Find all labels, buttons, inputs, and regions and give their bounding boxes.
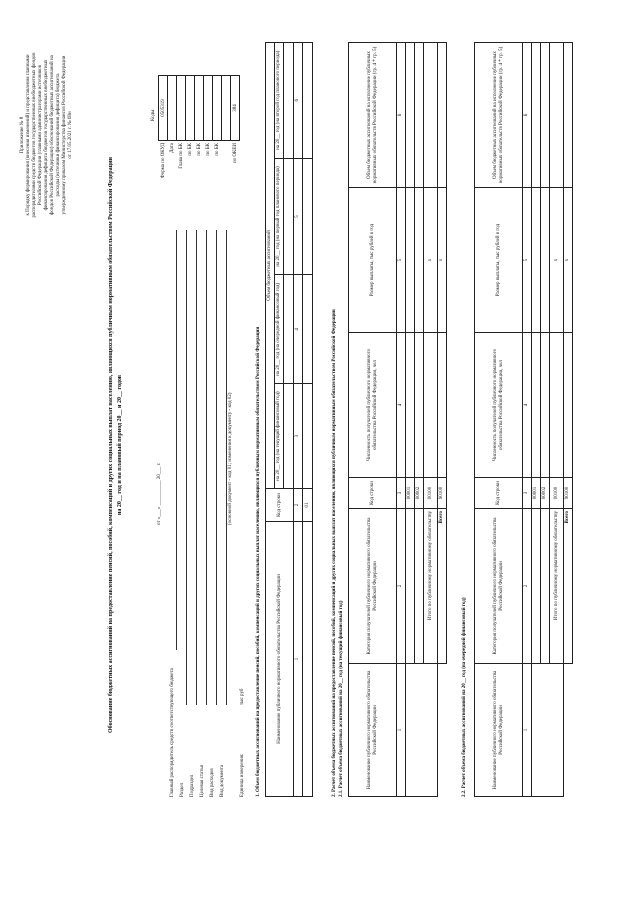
col-number: 3 xyxy=(523,478,532,509)
appendix-line: Российской Федерации (главными администраторами источников xyxy=(38,64,43,206)
col-header: Объем бюджетных ассигнований xyxy=(266,43,275,489)
appendix-line: фондов Российской Федерации) обоснований бюджетных ассигнований на xyxy=(50,55,55,215)
table-cell xyxy=(406,664,438,797)
col-header: на 20__ год (на очередной финансовый год) xyxy=(275,275,284,384)
appendix-line: расходы (источники финансирования дефицита) бюджета xyxy=(56,73,61,197)
appendix-line: распорядителями средств бюджетов государственных внебюджетных фондов xyxy=(32,52,37,218)
field-line xyxy=(216,230,217,705)
section1-heading: 1. Объем бюджетных ассигнований на предоставление пенсий, пособий, компенсаций и других социальных выплат населению, являющихся публичным нормативным обязательством Российской Федерации xyxy=(256,326,261,797)
col-header: Категория получателей публичного нормативного обязательства Российской Федерации xyxy=(349,509,397,664)
table-cell xyxy=(415,509,424,664)
col-header: на 20__ год (на первый год планового периода) xyxy=(275,158,284,275)
col-number: 4 xyxy=(523,333,532,478)
form-date-line: от «___» __________ 20___ г. xyxy=(157,462,162,525)
col-number: 2 xyxy=(397,509,406,664)
col-header: Объем бюджетных ассигнований на исполнение публичных нормативных обязательств Российской Федерации (гр. 4 * гр. 5) xyxy=(475,43,523,188)
code-label: Глава по БК xyxy=(178,143,184,169)
table-cell xyxy=(406,509,415,664)
row-code: 90100 xyxy=(438,478,447,509)
codes-table xyxy=(158,75,240,215)
row-code: 00002 xyxy=(541,478,550,509)
field-line xyxy=(196,230,197,705)
col-header: Наименование публичного нормативного обязательства Российской Федерации xyxy=(475,664,523,797)
col-number: 4 xyxy=(294,275,303,384)
col-number: 1 xyxy=(294,522,303,797)
form-title: Обоснование бюджетных ассигнований на предоставление пенсий, пособий, компенсаций и других социальных выплат населению, являющихся публичным нормативным обязательством Российской Федерации xyxy=(108,157,114,733)
col-number: 5 xyxy=(523,188,532,333)
row-code: 00001 xyxy=(406,478,415,509)
codes-header: Коды xyxy=(151,109,156,121)
field-label: Раздел xyxy=(180,782,185,797)
col-header: Численность получателей публичного нормативного обязательства Российской Федерации, чел xyxy=(475,333,523,478)
table-cell xyxy=(303,384,313,489)
code-label: Форма по ОКУД xyxy=(160,143,166,179)
col-header: Категория получателей публичного нормативного обязательства Российской Федерации xyxy=(475,509,523,664)
col-header: Код строки xyxy=(349,478,397,509)
code-label xyxy=(222,141,231,216)
field-line xyxy=(176,230,177,650)
col-header: Размер выплаты, тыс рублей в год xyxy=(475,188,523,333)
appendix-block xyxy=(20,15,74,255)
col-header: Объем бюджетных ассигнований на исполнение публичных нормативных обязательств Российской Федерации (гр. 4 * гр. 5) xyxy=(349,43,397,188)
field-caption: (основной документ - код 01; изменения к документу - код 02) xyxy=(228,392,233,525)
code-value xyxy=(177,76,186,141)
table-cell xyxy=(303,522,313,797)
col-header: Код строки xyxy=(266,489,294,522)
field-line xyxy=(186,230,187,705)
code-label: по БК xyxy=(187,143,193,156)
col-number: 2 xyxy=(294,489,303,522)
section2-2-table xyxy=(474,42,573,797)
code-value: 384 xyxy=(231,76,240,141)
code-value: 0505319 xyxy=(159,76,168,141)
units-value: тыс руб xyxy=(240,688,245,705)
col-header: Наименование публичного нормативного обязательства Российской Федерации xyxy=(266,522,294,797)
code-label: Дата xyxy=(169,143,175,153)
code-label: по БК xyxy=(196,143,202,156)
code-value xyxy=(213,76,222,141)
col-header: Численность получателей публичного нормативного обязательства Российской Федерации, чел xyxy=(349,333,397,478)
col-number: 6 xyxy=(397,43,406,188)
table-cell xyxy=(303,43,313,159)
field-line xyxy=(206,230,207,705)
x-mark: x xyxy=(424,188,438,333)
col-header: Наименование публичного нормативного обязательства Российской Федерации xyxy=(349,664,397,797)
col-header: на 20__ год (на текущий финансовый год) xyxy=(275,384,284,489)
field-label: Главный распорядитель средств соответствующего бюджета xyxy=(170,668,175,797)
appendix-number: Приложение № 8 xyxy=(20,116,25,154)
x-mark: x xyxy=(438,188,447,333)
col-header: на 20__ год (на второй год планового периода) xyxy=(275,43,284,159)
table-cell xyxy=(303,275,313,384)
section2-heading: 2. Расчет объема бюджетных ассигнований на предоставление пенсий, пособий, компенсаций и других социальных выплат населению, являющихся публичным нормативным обязательством Российской Федерации xyxy=(332,309,337,797)
col-number: 4 xyxy=(397,333,406,478)
units-label: Единица измерения: xyxy=(240,753,245,797)
table-cell xyxy=(541,509,550,664)
code-value xyxy=(195,76,204,141)
section2-1-table xyxy=(348,42,447,797)
x-mark: x xyxy=(550,188,564,333)
col-number: 1 xyxy=(523,664,532,797)
total-label: Всего xyxy=(564,509,573,664)
code-label: по БК xyxy=(214,143,220,156)
row-code: 00100 xyxy=(424,478,438,509)
table-cell xyxy=(532,664,564,797)
form-title-period: на 20__ год и на плановый период 20__ и 20__ годов xyxy=(117,374,123,516)
row-code: 00002 xyxy=(415,478,424,509)
col-number: 5 xyxy=(294,158,303,275)
col-number: 3 xyxy=(397,478,406,509)
subtotal-label: Итого по публичному нормативному обязательству xyxy=(424,509,438,664)
appendix-line: к Порядку формирования (внесения изменений) и представления главными xyxy=(26,54,31,216)
section2-sub2: 2.2. Расчет объема бюджетных ассигнований на 20__ год (на очередной финансовый год) xyxy=(462,597,467,797)
col-number: 2 xyxy=(523,509,532,664)
code-value xyxy=(168,76,177,141)
appendix-line: утвержденному приказом Министерства финансов Российской Федерации xyxy=(62,55,67,215)
col-header: Код строки xyxy=(475,478,523,509)
section1-table xyxy=(265,42,313,797)
row-code: 00001 xyxy=(532,478,541,509)
col-header: Размер выплаты, тыс рублей в год xyxy=(349,188,397,333)
code-value xyxy=(186,76,195,141)
field-label: Подраздел xyxy=(190,774,195,797)
table-cell xyxy=(532,509,541,664)
col-number: 6 xyxy=(523,43,532,188)
section2-sub1: 2.1. Расчет объема бюджетных ассигнований на 20__ год (на текущий финансовый год) xyxy=(339,600,344,797)
table-cell xyxy=(303,158,313,275)
col-number: 6 xyxy=(294,43,303,159)
col-number: 1 xyxy=(397,664,406,797)
total-label: Всего xyxy=(438,509,447,664)
code-value xyxy=(204,76,213,141)
field-line xyxy=(226,230,227,705)
appendix-order: от 17.05.2021 г. № 69н xyxy=(68,111,73,159)
row-code: 00100 xyxy=(550,478,564,509)
code-label: по БК xyxy=(205,143,211,156)
row-code: 01 xyxy=(303,489,313,522)
subtotal-label: Итого по публичному нормативному обязательству xyxy=(550,509,564,664)
row-code: 90100 xyxy=(564,478,573,509)
field-label: Целевая статья xyxy=(200,765,205,797)
x-mark: x xyxy=(564,188,573,333)
field-label: Вид расходов xyxy=(210,768,215,797)
col-number: 5 xyxy=(397,188,406,333)
code-value xyxy=(222,76,231,141)
field-label: Вид документа xyxy=(220,764,225,797)
code-label: по ОКЕИ xyxy=(232,143,238,164)
appendix-line: финансирования дефицита бюджетов государственных внебюджетных xyxy=(44,59,49,211)
col-number: 3 xyxy=(294,384,303,489)
